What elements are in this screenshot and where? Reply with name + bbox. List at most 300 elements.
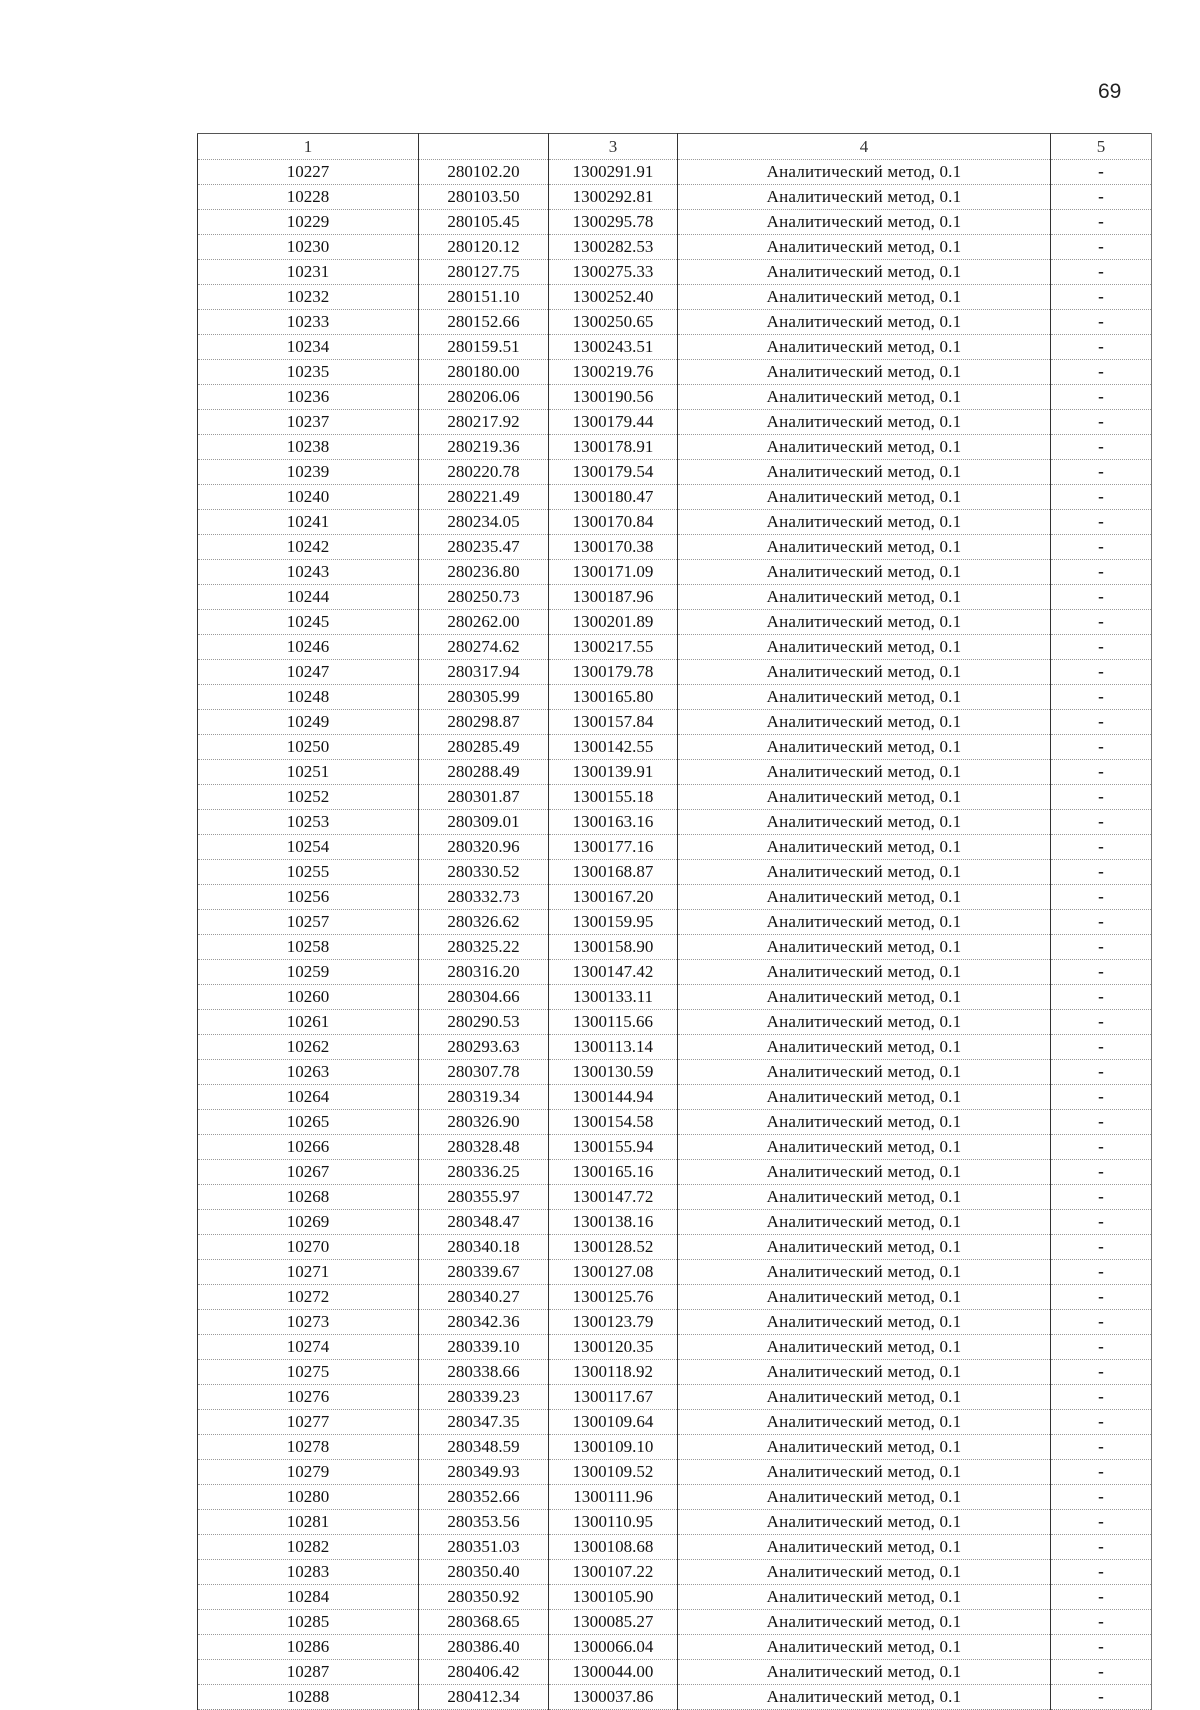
point-number-cell: 10271 <box>198 1260 419 1285</box>
method-accuracy-cell: Аналитический метод, 0.1 <box>678 585 1051 610</box>
table-row <box>198 1335 1152 1360</box>
note-cell: - <box>1051 860 1152 885</box>
y-coordinate-cell: 1300142.55 <box>549 735 678 760</box>
note-cell: - <box>1051 385 1152 410</box>
method-accuracy-cell: Аналитический метод, 0.1 <box>678 1210 1051 1235</box>
x-coordinate-cell: 280348.59 <box>419 1435 549 1460</box>
note-cell: - <box>1051 1235 1152 1260</box>
note-cell: - <box>1051 1210 1152 1235</box>
table-row <box>198 860 1152 885</box>
y-coordinate-cell: 1300085.27 <box>549 1610 678 1635</box>
x-coordinate-cell: 280349.93 <box>419 1460 549 1485</box>
point-number-cell: 10282 <box>198 1535 419 1560</box>
point-number-cell: 10287 <box>198 1660 419 1685</box>
method-accuracy-cell: Аналитический метод, 0.1 <box>678 685 1051 710</box>
table-row <box>198 1085 1152 1110</box>
y-coordinate-cell: 1300147.72 <box>549 1185 678 1210</box>
y-coordinate-cell: 1300295.78 <box>549 210 678 235</box>
method-accuracy-cell: Аналитический метод, 0.1 <box>678 835 1051 860</box>
method-accuracy-cell: Аналитический метод, 0.1 <box>678 335 1051 360</box>
note-cell: - <box>1051 1685 1152 1710</box>
y-coordinate-cell: 1300217.55 <box>549 635 678 660</box>
table-row <box>198 1685 1152 1710</box>
note-cell: - <box>1051 285 1152 310</box>
method-accuracy-cell: Аналитический метод, 0.1 <box>678 1685 1051 1710</box>
table-row <box>198 1260 1152 1285</box>
page-number: 69 <box>1098 80 1122 103</box>
point-number-cell: 10227 <box>198 160 419 185</box>
table-body <box>198 160 1152 1710</box>
y-coordinate-cell: 1300109.10 <box>549 1435 678 1460</box>
note-cell: - <box>1051 1285 1152 1310</box>
note-cell: - <box>1051 785 1152 810</box>
table-row <box>198 610 1152 635</box>
x-coordinate-cell: 280235.47 <box>419 535 549 560</box>
y-coordinate-cell: 1300158.90 <box>549 935 678 960</box>
y-coordinate-cell: 1300120.35 <box>549 1335 678 1360</box>
method-accuracy-cell: Аналитический метод, 0.1 <box>678 360 1051 385</box>
x-coordinate-cell: 280152.66 <box>419 310 549 335</box>
x-coordinate-cell: 280180.00 <box>419 360 549 385</box>
y-coordinate-cell: 1300275.33 <box>549 260 678 285</box>
y-coordinate-cell: 1300139.91 <box>549 760 678 785</box>
table-row <box>198 1585 1152 1610</box>
note-cell: - <box>1051 410 1152 435</box>
method-accuracy-cell: Аналитический метод, 0.1 <box>678 535 1051 560</box>
method-accuracy-cell: Аналитический метод, 0.1 <box>678 1510 1051 1535</box>
y-coordinate-cell: 1300179.54 <box>549 460 678 485</box>
table-row <box>198 1210 1152 1235</box>
y-coordinate-cell: 1300138.16 <box>549 1210 678 1235</box>
table-row <box>198 735 1152 760</box>
point-number-cell: 10280 <box>198 1485 419 1510</box>
note-cell: - <box>1051 1260 1152 1285</box>
point-number-cell: 10234 <box>198 335 419 360</box>
x-coordinate-cell: 280127.75 <box>419 260 549 285</box>
coordinates-table <box>197 133 1152 1710</box>
y-coordinate-cell: 1300037.86 <box>549 1685 678 1710</box>
point-number-cell: 10229 <box>198 210 419 235</box>
x-coordinate-cell: 280352.66 <box>419 1485 549 1510</box>
table-row <box>198 335 1152 360</box>
table-row <box>198 535 1152 560</box>
y-coordinate-cell: 1300179.44 <box>549 410 678 435</box>
point-number-cell: 10265 <box>198 1110 419 1135</box>
point-number-cell: 10244 <box>198 585 419 610</box>
point-number-cell: 10238 <box>198 435 419 460</box>
table-row <box>198 1635 1152 1660</box>
table-row <box>198 360 1152 385</box>
method-accuracy-cell: Аналитический метод, 0.1 <box>678 210 1051 235</box>
x-coordinate-cell: 280355.97 <box>419 1185 549 1210</box>
note-cell: - <box>1051 1635 1152 1660</box>
point-number-cell: 10279 <box>198 1460 419 1485</box>
note-cell: - <box>1051 1160 1152 1185</box>
table-row <box>198 685 1152 710</box>
table-row <box>198 510 1152 535</box>
method-accuracy-cell: Аналитический метод, 0.1 <box>678 935 1051 960</box>
y-coordinate-cell: 1300123.79 <box>549 1310 678 1335</box>
table-row <box>198 960 1152 985</box>
point-number-cell: 10242 <box>198 535 419 560</box>
x-coordinate-cell: 280316.20 <box>419 960 549 985</box>
point-number-cell: 10247 <box>198 660 419 685</box>
y-coordinate-cell: 1300178.91 <box>549 435 678 460</box>
x-coordinate-cell: 280339.67 <box>419 1260 549 1285</box>
note-cell: - <box>1051 585 1152 610</box>
y-coordinate-cell: 1300044.00 <box>549 1660 678 1685</box>
x-coordinate-cell: 280348.47 <box>419 1210 549 1235</box>
note-cell: - <box>1051 1135 1152 1160</box>
note-cell: - <box>1051 335 1152 360</box>
note-cell: - <box>1051 835 1152 860</box>
y-coordinate-cell: 1300130.59 <box>549 1060 678 1085</box>
note-cell: - <box>1051 1410 1152 1435</box>
method-accuracy-cell: Аналитический метод, 0.1 <box>678 885 1051 910</box>
table-row <box>198 1410 1152 1435</box>
y-coordinate-cell: 1300201.89 <box>549 610 678 635</box>
note-cell: - <box>1051 435 1152 460</box>
point-number-cell: 10239 <box>198 460 419 485</box>
note-cell: - <box>1051 360 1152 385</box>
x-coordinate-cell: 280368.65 <box>419 1610 549 1635</box>
method-accuracy-cell: Аналитический метод, 0.1 <box>678 235 1051 260</box>
table-row <box>198 1385 1152 1410</box>
y-coordinate-cell: 1300167.20 <box>549 885 678 910</box>
x-coordinate-cell: 280406.42 <box>419 1660 549 1685</box>
table-row <box>198 1360 1152 1385</box>
table-row <box>198 710 1152 735</box>
note-cell: - <box>1051 635 1152 660</box>
note-cell: - <box>1051 1560 1152 1585</box>
point-number-cell: 10274 <box>198 1335 419 1360</box>
note-cell: - <box>1051 1485 1152 1510</box>
method-accuracy-cell: Аналитический метод, 0.1 <box>678 1660 1051 1685</box>
table-row <box>198 660 1152 685</box>
x-coordinate-cell: 280319.34 <box>419 1085 549 1110</box>
note-cell: - <box>1051 935 1152 960</box>
x-coordinate-cell: 280309.01 <box>419 810 549 835</box>
method-accuracy-cell: Аналитический метод, 0.1 <box>678 860 1051 885</box>
note-cell: - <box>1051 1310 1152 1335</box>
table-row <box>198 1185 1152 1210</box>
table-row <box>198 1535 1152 1560</box>
point-number-cell: 10236 <box>198 385 419 410</box>
point-number-cell: 10256 <box>198 885 419 910</box>
point-number-cell: 10243 <box>198 560 419 585</box>
table-row <box>198 1460 1152 1485</box>
method-accuracy-cell: Аналитический метод, 0.1 <box>678 1235 1051 1260</box>
y-coordinate-cell: 1300155.94 <box>549 1135 678 1160</box>
table-row <box>198 260 1152 285</box>
x-coordinate-cell: 280298.87 <box>419 710 549 735</box>
x-coordinate-cell: 280320.96 <box>419 835 549 860</box>
note-cell: - <box>1051 910 1152 935</box>
point-number-cell: 10267 <box>198 1160 419 1185</box>
x-coordinate-cell: 280301.87 <box>419 785 549 810</box>
method-accuracy-cell: Аналитический метод, 0.1 <box>678 1560 1051 1585</box>
x-coordinate-cell: 280250.73 <box>419 585 549 610</box>
y-coordinate-cell: 1300179.78 <box>549 660 678 685</box>
method-accuracy-cell: Аналитический метод, 0.1 <box>678 560 1051 585</box>
y-coordinate-cell: 1300107.22 <box>549 1560 678 1585</box>
method-accuracy-cell: Аналитический метод, 0.1 <box>678 1360 1051 1385</box>
x-coordinate-cell: 280342.36 <box>419 1310 549 1335</box>
y-coordinate-cell: 1300117.67 <box>549 1385 678 1410</box>
x-coordinate-cell: 280105.45 <box>419 210 549 235</box>
header-col-2 <box>419 134 549 160</box>
x-coordinate-cell: 280326.90 <box>419 1110 549 1135</box>
method-accuracy-cell: Аналитический метод, 0.1 <box>678 1585 1051 1610</box>
note-cell: - <box>1051 535 1152 560</box>
note-cell: - <box>1051 310 1152 335</box>
table-row <box>198 185 1152 210</box>
table-row <box>198 935 1152 960</box>
method-accuracy-cell: Аналитический метод, 0.1 <box>678 1410 1051 1435</box>
method-accuracy-cell: Аналитический метод, 0.1 <box>678 660 1051 685</box>
point-number-cell: 10269 <box>198 1210 419 1235</box>
x-coordinate-cell: 280304.66 <box>419 985 549 1010</box>
method-accuracy-cell: Аналитический метод, 0.1 <box>678 985 1051 1010</box>
point-number-cell: 10273 <box>198 1310 419 1335</box>
note-cell: - <box>1051 685 1152 710</box>
x-coordinate-cell: 280221.49 <box>419 485 549 510</box>
point-number-cell: 10255 <box>198 860 419 885</box>
point-number-cell: 10268 <box>198 1185 419 1210</box>
method-accuracy-cell: Аналитический метод, 0.1 <box>678 710 1051 735</box>
note-cell: - <box>1051 1535 1152 1560</box>
method-accuracy-cell: Аналитический метод, 0.1 <box>678 960 1051 985</box>
y-coordinate-cell: 1300180.47 <box>549 485 678 510</box>
table-row <box>198 210 1152 235</box>
y-coordinate-cell: 1300177.16 <box>549 835 678 860</box>
point-number-cell: 10232 <box>198 285 419 310</box>
note-cell: - <box>1051 1585 1152 1610</box>
note-cell: - <box>1051 1085 1152 1110</box>
note-cell: - <box>1051 460 1152 485</box>
point-number-cell: 10230 <box>198 235 419 260</box>
method-accuracy-cell: Аналитический метод, 0.1 <box>678 310 1051 335</box>
x-coordinate-cell: 280350.40 <box>419 1560 549 1585</box>
y-coordinate-cell: 1300111.96 <box>549 1485 678 1510</box>
note-cell: - <box>1051 985 1152 1010</box>
note-cell: - <box>1051 1360 1152 1385</box>
y-coordinate-cell: 1300292.81 <box>549 185 678 210</box>
x-coordinate-cell: 280326.62 <box>419 910 549 935</box>
y-coordinate-cell: 1300219.76 <box>549 360 678 385</box>
method-accuracy-cell: Аналитический метод, 0.1 <box>678 1260 1051 1285</box>
table-row <box>198 435 1152 460</box>
table-row <box>198 585 1152 610</box>
y-coordinate-cell: 1300282.53 <box>549 235 678 260</box>
method-accuracy-cell: Аналитический метод, 0.1 <box>678 1135 1051 1160</box>
x-coordinate-cell: 280353.56 <box>419 1510 549 1535</box>
x-coordinate-cell: 280347.35 <box>419 1410 549 1435</box>
method-accuracy-cell: Аналитический метод, 0.1 <box>678 1460 1051 1485</box>
table-row <box>198 835 1152 860</box>
y-coordinate-cell: 1300187.96 <box>549 585 678 610</box>
method-accuracy-cell: Аналитический метод, 0.1 <box>678 1085 1051 1110</box>
point-number-cell: 10276 <box>198 1385 419 1410</box>
table-row <box>198 1035 1152 1060</box>
y-coordinate-cell: 1300171.09 <box>549 560 678 585</box>
y-coordinate-cell: 1300168.87 <box>549 860 678 885</box>
table-row <box>198 785 1152 810</box>
x-coordinate-cell: 280339.23 <box>419 1385 549 1410</box>
y-coordinate-cell: 1300250.65 <box>549 310 678 335</box>
point-number-cell: 10262 <box>198 1035 419 1060</box>
method-accuracy-cell: Аналитический метод, 0.1 <box>678 1310 1051 1335</box>
note-cell: - <box>1051 1335 1152 1360</box>
y-coordinate-cell: 1300165.16 <box>549 1160 678 1185</box>
x-coordinate-cell: 280288.49 <box>419 760 549 785</box>
x-coordinate-cell: 280350.92 <box>419 1585 549 1610</box>
note-cell: - <box>1051 760 1152 785</box>
x-coordinate-cell: 280159.51 <box>419 335 549 360</box>
y-coordinate-cell: 1300147.42 <box>549 960 678 985</box>
note-cell: - <box>1051 560 1152 585</box>
x-coordinate-cell: 280220.78 <box>419 460 549 485</box>
note-cell: - <box>1051 235 1152 260</box>
method-accuracy-cell: Аналитический метод, 0.1 <box>678 435 1051 460</box>
point-number-cell: 10252 <box>198 785 419 810</box>
table-row <box>198 1310 1152 1335</box>
point-number-cell: 10240 <box>198 485 419 510</box>
y-coordinate-cell: 1300154.58 <box>549 1110 678 1135</box>
note-cell: - <box>1051 1610 1152 1635</box>
header-col-5: 5 <box>1051 134 1152 160</box>
point-number-cell: 10278 <box>198 1435 419 1460</box>
table-row <box>198 910 1152 935</box>
point-number-cell: 10286 <box>198 1635 419 1660</box>
point-number-cell: 10245 <box>198 610 419 635</box>
point-number-cell: 10257 <box>198 910 419 935</box>
table-row <box>198 1160 1152 1185</box>
x-coordinate-cell: 280307.78 <box>419 1060 549 1085</box>
note-cell: - <box>1051 1060 1152 1085</box>
point-number-cell: 10281 <box>198 1510 419 1535</box>
method-accuracy-cell: Аналитический метод, 0.1 <box>678 810 1051 835</box>
x-coordinate-cell: 280285.49 <box>419 735 549 760</box>
method-accuracy-cell: Аналитический метод, 0.1 <box>678 510 1051 535</box>
note-cell: - <box>1051 1510 1152 1535</box>
method-accuracy-cell: Аналитический метод, 0.1 <box>678 735 1051 760</box>
point-number-cell: 10248 <box>198 685 419 710</box>
x-coordinate-cell: 280305.99 <box>419 685 549 710</box>
method-accuracy-cell: Аналитический метод, 0.1 <box>678 1035 1051 1060</box>
table-row <box>198 285 1152 310</box>
point-number-cell: 10250 <box>198 735 419 760</box>
note-cell: - <box>1051 960 1152 985</box>
y-coordinate-cell: 1300109.52 <box>549 1460 678 1485</box>
table-row <box>198 235 1152 260</box>
table-row <box>198 1510 1152 1535</box>
method-accuracy-cell: Аналитический метод, 0.1 <box>678 1610 1051 1635</box>
note-cell: - <box>1051 1185 1152 1210</box>
table-row <box>198 635 1152 660</box>
table-row <box>198 1610 1152 1635</box>
note-cell: - <box>1051 260 1152 285</box>
note-cell: - <box>1051 210 1152 235</box>
table-row <box>198 1435 1152 1460</box>
x-coordinate-cell: 280340.27 <box>419 1285 549 1310</box>
table-row <box>198 485 1152 510</box>
y-coordinate-cell: 1300109.64 <box>549 1410 678 1435</box>
x-coordinate-cell: 280262.00 <box>419 610 549 635</box>
x-coordinate-cell: 280317.94 <box>419 660 549 685</box>
y-coordinate-cell: 1300127.08 <box>549 1260 678 1285</box>
point-number-cell: 10233 <box>198 310 419 335</box>
point-number-cell: 10231 <box>198 260 419 285</box>
y-coordinate-cell: 1300113.14 <box>549 1035 678 1060</box>
point-number-cell: 10264 <box>198 1085 419 1110</box>
y-coordinate-cell: 1300252.40 <box>549 285 678 310</box>
method-accuracy-cell: Аналитический метод, 0.1 <box>678 1635 1051 1660</box>
method-accuracy-cell: Аналитический метод, 0.1 <box>678 760 1051 785</box>
point-number-cell: 10266 <box>198 1135 419 1160</box>
x-coordinate-cell: 280274.62 <box>419 635 549 660</box>
y-coordinate-cell: 1300128.52 <box>549 1235 678 1260</box>
method-accuracy-cell: Аналитический метод, 0.1 <box>678 1285 1051 1310</box>
x-coordinate-cell: 280325.22 <box>419 935 549 960</box>
table-row <box>198 885 1152 910</box>
table-row <box>198 1060 1152 1085</box>
x-coordinate-cell: 280338.66 <box>419 1360 549 1385</box>
table-row <box>198 1110 1152 1135</box>
method-accuracy-cell: Аналитический метод, 0.1 <box>678 1385 1051 1410</box>
table-row <box>198 1285 1152 1310</box>
y-coordinate-cell: 1300110.95 <box>549 1510 678 1535</box>
method-accuracy-cell: Аналитический метод, 0.1 <box>678 1335 1051 1360</box>
method-accuracy-cell: Аналитический метод, 0.1 <box>678 1185 1051 1210</box>
note-cell: - <box>1051 1035 1152 1060</box>
note-cell: - <box>1051 610 1152 635</box>
method-accuracy-cell: Аналитический метод, 0.1 <box>678 460 1051 485</box>
x-coordinate-cell: 280351.03 <box>419 1535 549 1560</box>
y-coordinate-cell: 1300155.18 <box>549 785 678 810</box>
note-cell: - <box>1051 735 1152 760</box>
x-coordinate-cell: 280219.36 <box>419 435 549 460</box>
point-number-cell: 10272 <box>198 1285 419 1310</box>
table-header-row <box>198 134 1152 160</box>
point-number-cell: 10237 <box>198 410 419 435</box>
x-coordinate-cell: 280339.10 <box>419 1335 549 1360</box>
x-coordinate-cell: 280290.53 <box>419 1010 549 1035</box>
point-number-cell: 10235 <box>198 360 419 385</box>
method-accuracy-cell: Аналитический метод, 0.1 <box>678 1535 1051 1560</box>
point-number-cell: 10251 <box>198 760 419 785</box>
x-coordinate-cell: 280120.12 <box>419 235 549 260</box>
note-cell: - <box>1051 1460 1152 1485</box>
y-coordinate-cell: 1300243.51 <box>549 335 678 360</box>
y-coordinate-cell: 1300066.04 <box>549 1635 678 1660</box>
note-cell: - <box>1051 810 1152 835</box>
point-number-cell: 10284 <box>198 1585 419 1610</box>
x-coordinate-cell: 280206.06 <box>419 385 549 410</box>
method-accuracy-cell: Аналитический метод, 0.1 <box>678 285 1051 310</box>
note-cell: - <box>1051 185 1152 210</box>
x-coordinate-cell: 280332.73 <box>419 885 549 910</box>
point-number-cell: 10259 <box>198 960 419 985</box>
point-number-cell: 10258 <box>198 935 419 960</box>
method-accuracy-cell: Аналитический метод, 0.1 <box>678 1110 1051 1135</box>
method-accuracy-cell: Аналитический метод, 0.1 <box>678 1010 1051 1035</box>
y-coordinate-cell: 1300159.95 <box>549 910 678 935</box>
note-cell: - <box>1051 885 1152 910</box>
note-cell: - <box>1051 160 1152 185</box>
x-coordinate-cell: 280340.18 <box>419 1235 549 1260</box>
point-number-cell: 10249 <box>198 710 419 735</box>
